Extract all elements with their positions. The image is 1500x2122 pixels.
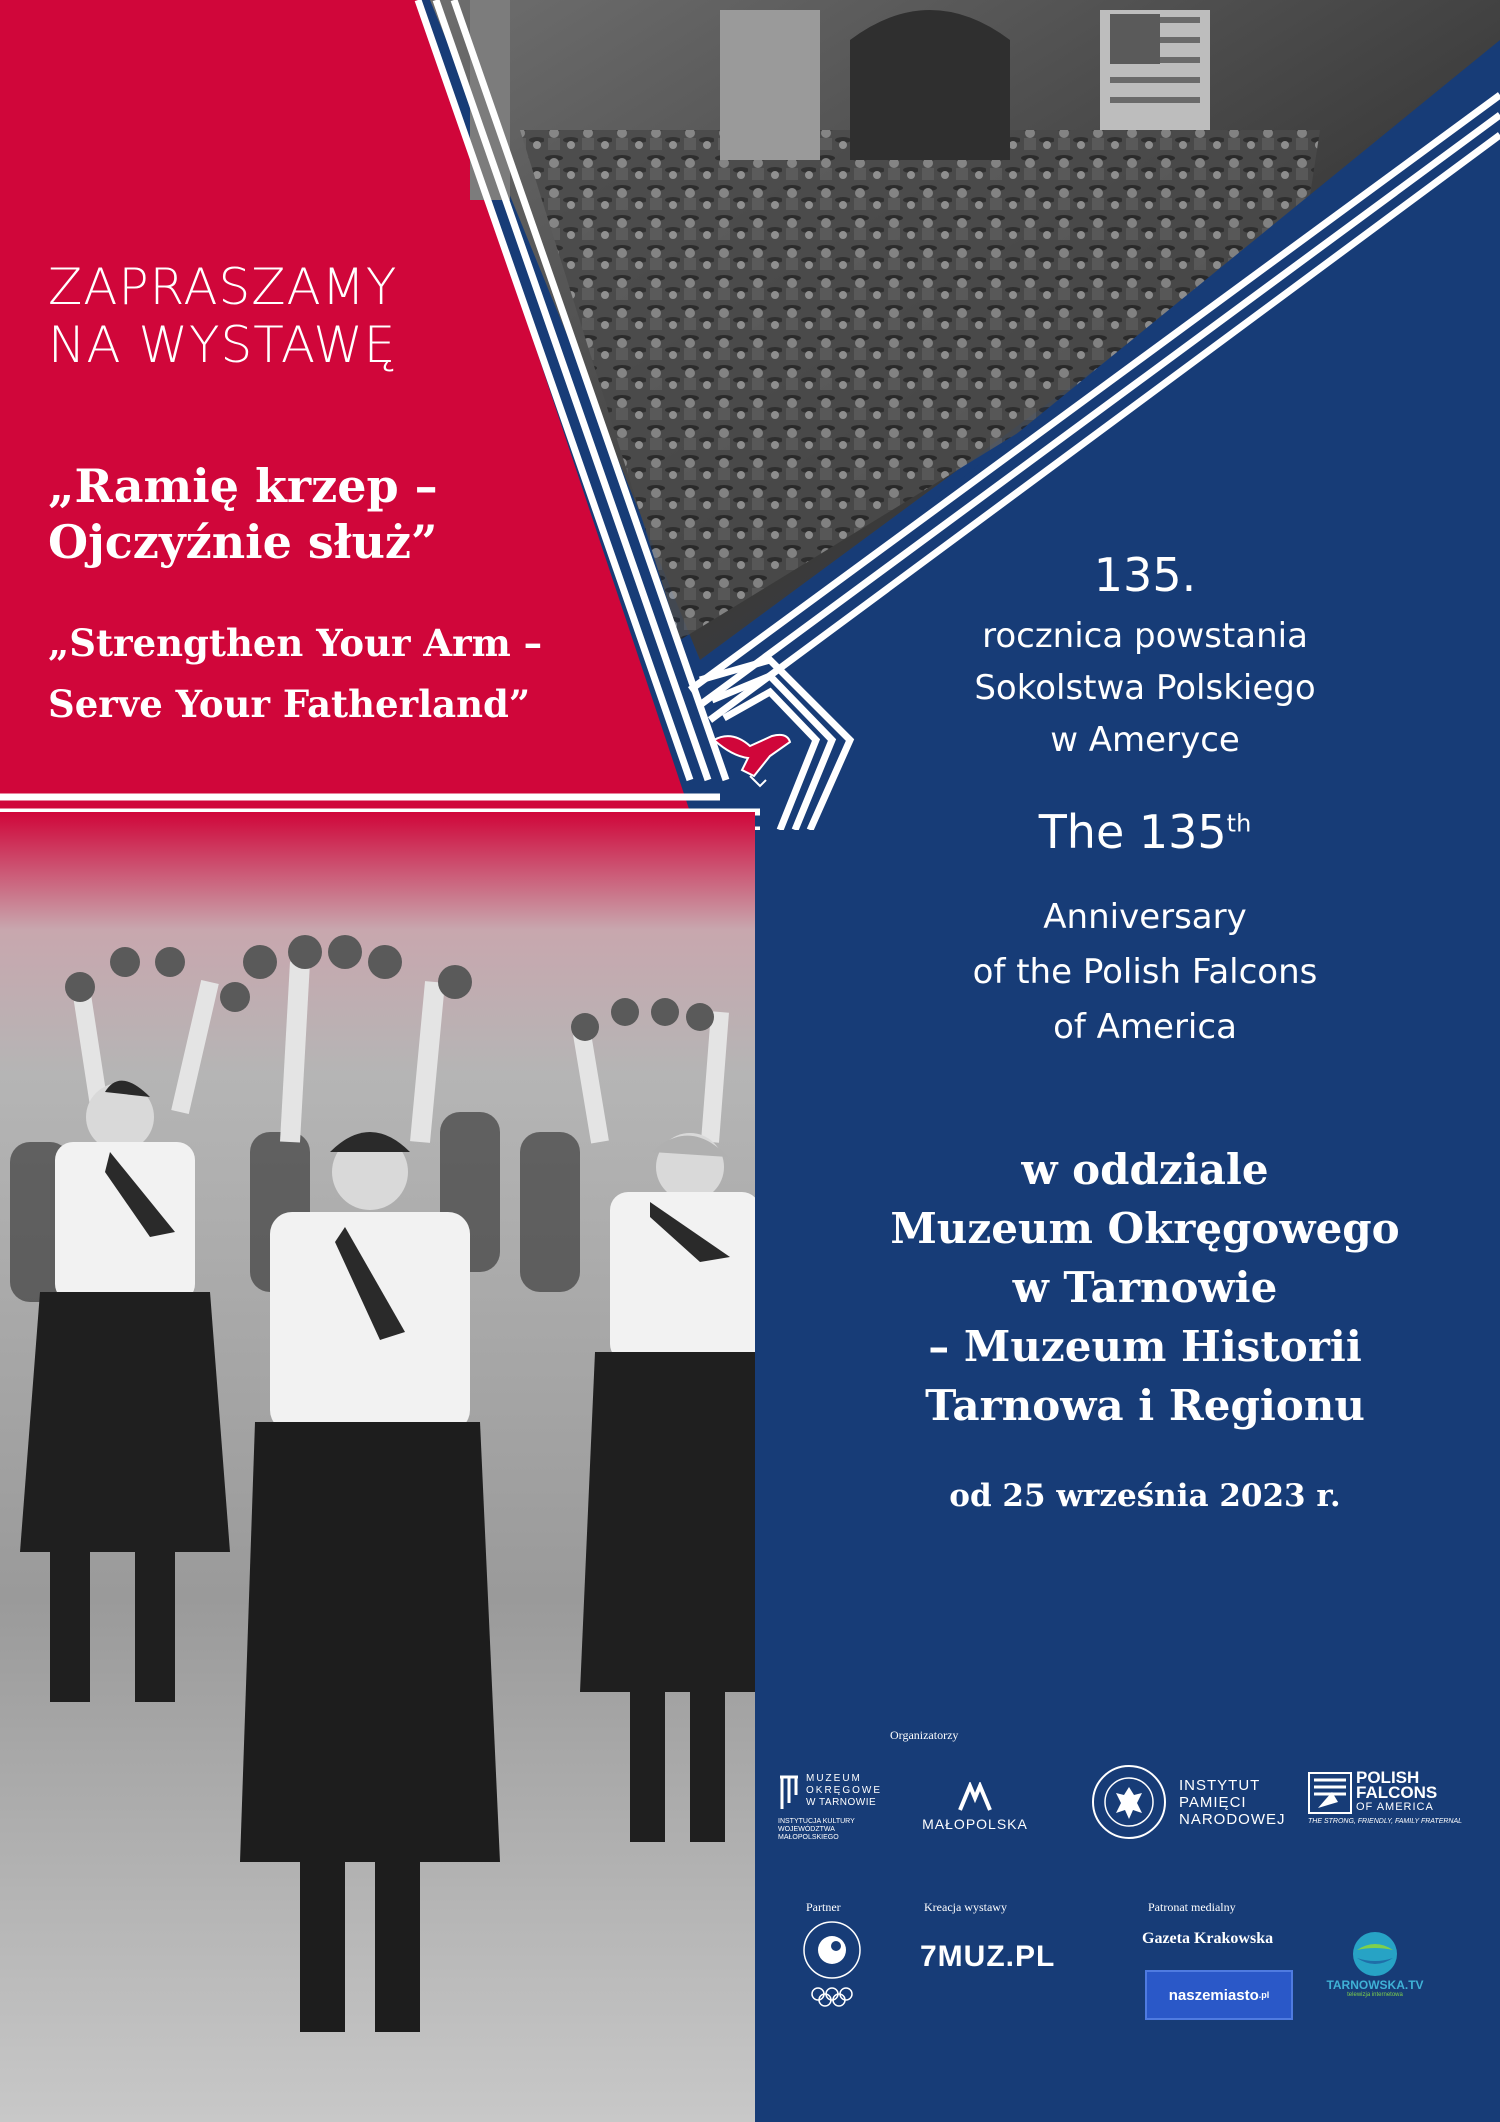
falcons-flag-icon bbox=[1308, 1772, 1352, 1814]
muz-logo: 7MUZ.PL bbox=[920, 1940, 1056, 1973]
muzeum-line3: W TARNOWIE bbox=[806, 1797, 877, 1808]
exhibition-date: od 25 września 2023 r. bbox=[949, 1478, 1341, 1514]
sport-museum-icon bbox=[796, 1920, 868, 2008]
naszemiasto-label: naszemiasto bbox=[1168, 1986, 1259, 2004]
anniversary-pl-line3: w Ameryce bbox=[1050, 720, 1240, 760]
invite-line1: ZAPRASZAMY bbox=[48, 258, 398, 316]
tarnowska-globe-icon bbox=[1351, 1930, 1399, 1978]
invite-line2: NA WYSTAWĘ bbox=[48, 316, 397, 374]
ipn-line2: PAMIĘCI bbox=[1179, 1794, 1247, 1811]
title-en-line2: Serve Your Fatherland” bbox=[48, 682, 531, 726]
falcons-tagline: THE STRONG, FRIENDLY, FAMILY FRATERNAL bbox=[1308, 1818, 1463, 1825]
anniversary-pl-line1: rocznica powstania bbox=[982, 616, 1308, 656]
tarnowska-label: TARNOWSKA.TV bbox=[1326, 1978, 1424, 1992]
falcons-line2: FALCONS bbox=[1356, 1783, 1438, 1802]
ipn-eagle-seal-icon bbox=[1090, 1763, 1168, 1841]
anniversary-en-line2: of the Polish Falcons bbox=[972, 952, 1318, 992]
venue-line2: Muzeum Okręgowego bbox=[890, 1204, 1400, 1253]
ipn-line1: INSTYTUT bbox=[1179, 1777, 1261, 1794]
anniversary-en-heading bbox=[760, 805, 1500, 859]
muzeum-line2: OKRĘGOWE bbox=[806, 1785, 883, 1796]
ipn-line3: NARODOWEJ bbox=[1179, 1811, 1286, 1828]
title-en-line1: „Strengthen Your Arm – bbox=[48, 621, 543, 665]
anniversary-number: 135. bbox=[1093, 548, 1197, 602]
naszemiasto-logo bbox=[1145, 1970, 1293, 2020]
organizers-label: Organizatorzy bbox=[890, 1728, 959, 1742]
invite-heading bbox=[48, 258, 568, 374]
title-pl-line1: „Ramię krzep – bbox=[48, 459, 438, 513]
partner-label: Partner bbox=[806, 1900, 841, 1914]
polish-falcons-logo bbox=[1308, 1770, 1488, 1830]
anniversary-en-the: The 135 bbox=[1038, 805, 1227, 859]
ipn-logo bbox=[1090, 1763, 1290, 1843]
anniversary-en-line1: Anniversary bbox=[1043, 897, 1247, 937]
creation-label: Kreacja wystawy bbox=[924, 1900, 1007, 1914]
venue-line5: Tarnowa i Regionu bbox=[925, 1381, 1365, 1430]
exhibition-title-pl bbox=[48, 458, 608, 570]
venue-line4: – Muzeum Historii bbox=[928, 1322, 1362, 1371]
muzeum-sub2: WOJEWÓDZTWA bbox=[778, 1826, 835, 1833]
partner-logo bbox=[796, 1920, 868, 2010]
malopolska-mountains-icon bbox=[958, 1782, 992, 1812]
muzeum-building-icon bbox=[778, 1775, 800, 1811]
anniversary-en-line3: of America bbox=[1053, 1007, 1237, 1047]
title-pl-line2: Ojczyźnie służ” bbox=[48, 515, 438, 569]
muzeum-sub1: INSTYTUCJA KULTURY bbox=[778, 1818, 855, 1825]
venue-line3: w Tarnowie bbox=[1012, 1263, 1278, 1312]
gymnasts-photo bbox=[0, 812, 755, 2122]
venue-line1: w oddziale bbox=[1021, 1145, 1269, 1194]
muzeum-sub3: MAŁOPOLSKIEGO bbox=[778, 1834, 839, 1841]
gazeta-krakowska-logo: Gazeta Krakowska bbox=[1142, 1930, 1274, 1947]
anniversary-en-sup: th bbox=[1226, 809, 1252, 838]
tarnowska-sub: telewizja internetowa bbox=[1347, 1992, 1403, 1998]
anniversary-en bbox=[760, 890, 1500, 1055]
falcons-line1: POLISH bbox=[1356, 1768, 1420, 1787]
muzeum-line1: MUZEUM bbox=[806, 1773, 862, 1784]
falcons-line3: OF AMERICA bbox=[1356, 1801, 1434, 1813]
media-label: Patronat medialny bbox=[1148, 1900, 1236, 1914]
anniversary-pl bbox=[760, 610, 1500, 766]
tarnowska-tv-logo bbox=[1320, 1930, 1430, 1998]
exhibition-title-en bbox=[48, 613, 608, 735]
naszemiasto-suffix: .pl bbox=[1258, 1990, 1270, 2000]
malopolska-logo bbox=[920, 1782, 1030, 1832]
venue bbox=[760, 1140, 1500, 1435]
malopolska-label: MAŁOPOLSKA bbox=[922, 1816, 1028, 1832]
anniversary-pl-line2: Sokolstwa Polskiego bbox=[974, 668, 1316, 708]
